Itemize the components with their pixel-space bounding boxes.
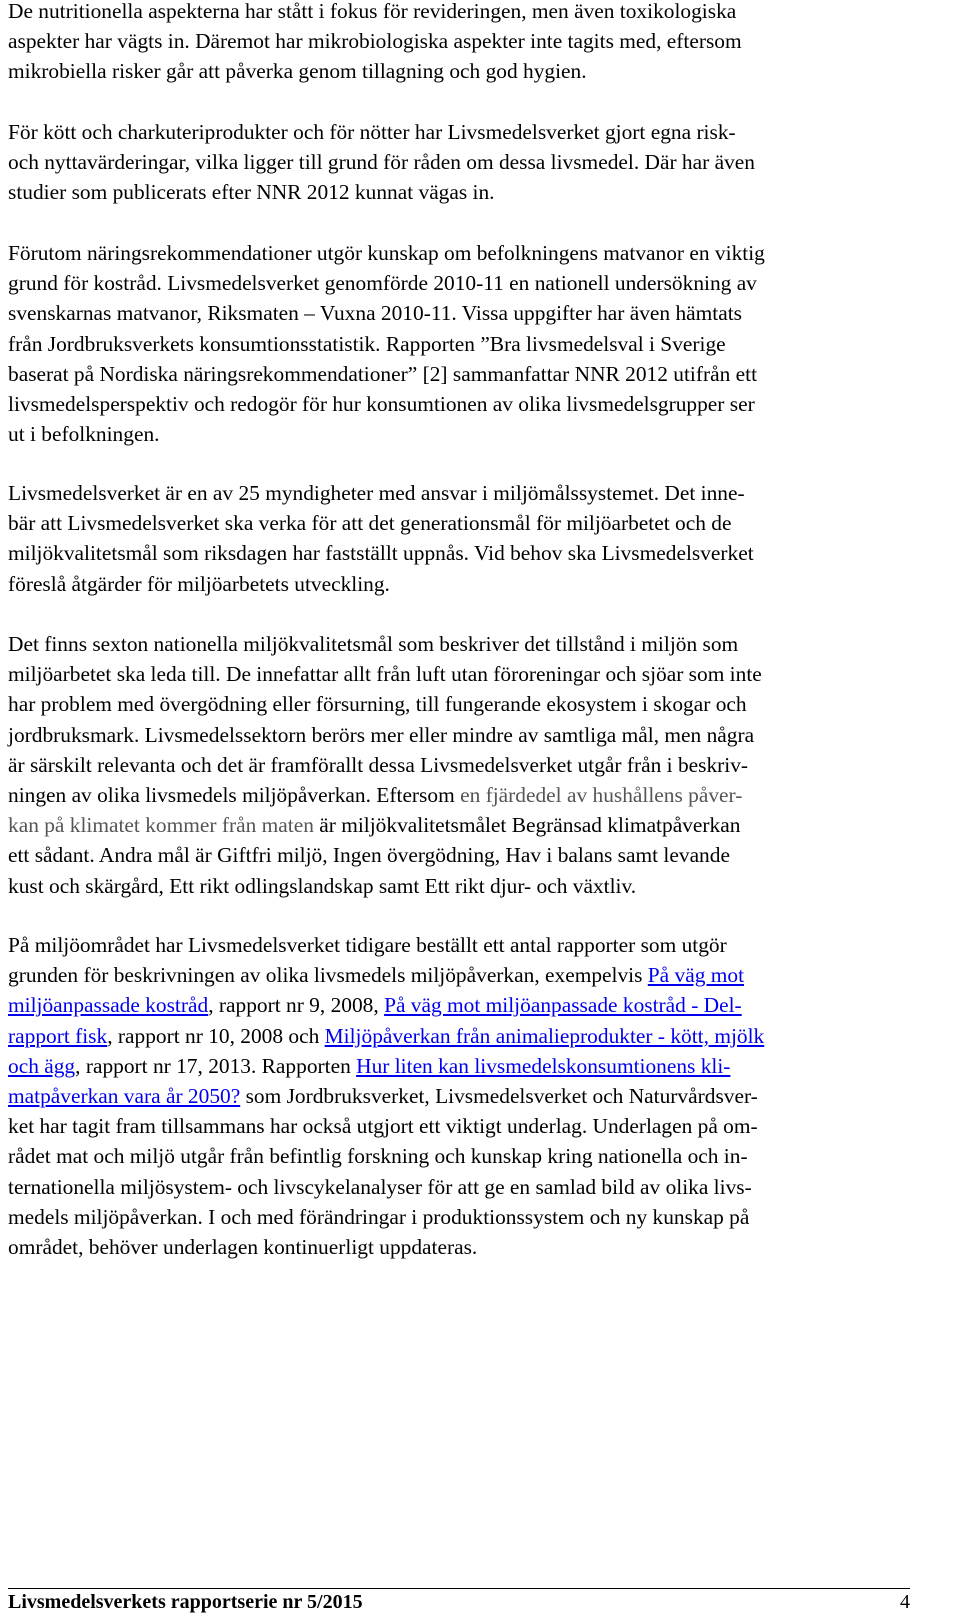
paragraph-1 xyxy=(8,0,742,87)
text-line: är särskilt relevanta och det är framförallt dessa Livsmedelsverket utgår från i beskriv- xyxy=(8,752,749,777)
text-line: medels miljöpåverkan. I och med förändringar i produktionssystem och ny kunskap på xyxy=(8,1204,750,1229)
page-footer xyxy=(8,1588,910,1613)
text-line xyxy=(8,780,762,810)
text-line: rådet mat och miljö utgår från befintlig forskning och kunskap kring nationella och in- xyxy=(8,1144,748,1169)
text-segment: är miljökvalitetsmålet Begränsad klimatpåverkan xyxy=(313,813,741,838)
report-series-title: Livsmedelsverkets rapportserie nr 5/2015 xyxy=(8,1591,363,1613)
text-line xyxy=(8,810,762,840)
text-line: livsmedelsperspektiv och redogör för hur konsumtionen av olika livsmedelsgrupper ser xyxy=(8,392,755,417)
text-line: Det finns sexton nationella miljökvalitetsmål som beskriver det tillstånd i miljön som xyxy=(8,632,739,656)
text-line: och nyttavärderingar, vilka ligger till grund för råden om dessa livsmedel. Där har även xyxy=(8,150,755,175)
text-line: föreslå åtgärder för miljöarbetets utveckling. xyxy=(8,571,390,596)
text-line: bär att Livsmedelsverket ska verka för att det generationsmål för miljöarbetet och de xyxy=(8,511,732,536)
text-line: aspekter har vägts in. Däremot har mikrobiologiska aspekter inte tagits med, eftersom xyxy=(8,29,742,54)
paragraph-2 xyxy=(8,117,755,208)
text-line: Förutom näringsrekommendationer utgör kunskap om befolkningens matvanor en viktig xyxy=(8,241,765,265)
text-line: baserat på Nordiska näringsrekommendationer” [2] sammanfattar NNR 2012 utifrån ett xyxy=(8,361,758,386)
link-delrapport-fisk[interactable]: rapport fisk xyxy=(8,1023,108,1048)
text-segment: , rapport nr 10, 2008 och xyxy=(107,1023,325,1048)
text-line: jordbruksmark. Livsmedelssektorn berörs mer eller mindre av samtliga mål, men några xyxy=(8,722,755,747)
text-line: ternationella miljösystem- och livscykelanalyser för att ge en samlad bild av olika livs- xyxy=(8,1174,752,1199)
text-line: ket har tagit fram tillsammans har också utgjort ett viktigt underlag. Underlagen på om- xyxy=(8,1114,758,1139)
text-line xyxy=(8,1081,764,1111)
paragraph-4 xyxy=(8,478,754,599)
text-segment: , rapport nr 17, 2013. Rapporten xyxy=(75,1053,357,1078)
link-animalieprodukter[interactable]: Miljöpåverkan från animalieprodukter - kött, mjölk xyxy=(324,1023,765,1048)
text-segment: som Jordbruksverket, Livsmedelsverket och Naturvårdsver- xyxy=(240,1084,758,1109)
text-line: ut i befolkningen. xyxy=(8,422,160,447)
text-line: För kött och charkuteriprodukter och för nötter har Livsmedelsverket gjort egna risk- xyxy=(8,120,736,144)
link-delrapport-fisk[interactable]: På väg mot miljöanpassade kostråd - Del- xyxy=(384,993,742,1018)
text-line: svenskarnas matvanor, Riksmaten – Vuxna 2010-11. Vissa uppgifter har även hämtats xyxy=(8,301,742,326)
text-line: området, behöver underlagen kontinuerligt uppdateras. xyxy=(8,1235,478,1260)
link-klimatpaverkan-2050[interactable]: Hur liten kan livsmedelskonsumtionens kli- xyxy=(356,1053,731,1078)
text-line: kust och skärgård, Ett rikt odlingslandskap samt Ett rikt djur- och växtliv. xyxy=(8,873,637,898)
link-miljoanpassade-kostrad[interactable]: miljöanpassade kostråd xyxy=(8,993,209,1018)
paragraph-6 xyxy=(8,930,764,1262)
link-animalieprodukter[interactable]: och ägg xyxy=(8,1053,76,1078)
text-line: miljökvalitetsmål som riksdagen har fastställt uppnås. Vid behov ska Livsmedelsverket xyxy=(8,541,754,566)
text-line xyxy=(8,1051,764,1081)
text-segment: , rapport nr 9, 2008, xyxy=(208,993,385,1018)
text-line: ett sådant. Andra mål är Giftfri miljö, Ingen övergödning, Hav i balans samt levande xyxy=(8,843,730,868)
highlighted-text: kan på klimatet kommer från maten xyxy=(8,813,314,838)
text-line: På miljöområdet har Livsmedelsverket tidigare beställt ett antal rapporter som utgör xyxy=(8,933,727,957)
text-line: från Jordbruksverkets konsumtionsstatistik. Rapporten ”Bra livsmedelsval i Sverige xyxy=(8,331,726,356)
text-line: Livsmedelsverket är en av 25 myndigheter med ansvar i miljömålssystemet. Det inne- xyxy=(8,481,745,505)
text-line xyxy=(8,990,764,1020)
paragraph-3 xyxy=(8,238,765,449)
text-segment: ningen av olika livsmedels miljöpåverkan. Eftersom xyxy=(8,783,461,808)
text-line: studier som publicerats efter NNR 2012 kunnat vägas in. xyxy=(8,180,495,205)
text-line: mikrobiella risker går att påverka genom tillagning och god hygien. xyxy=(8,59,587,84)
text-line xyxy=(8,1021,764,1051)
text-line: miljöarbetet ska leda till. De innefattar allt från luft utan föroreningar och sjöar som inte xyxy=(8,662,762,687)
text-segment: grunden för beskrivningen av olika livsmedels miljöpåverkan, exempelvis xyxy=(8,963,648,988)
highlighted-text: en fjärdedel av hushållens påver- xyxy=(460,783,743,808)
text-line xyxy=(8,960,764,990)
text-line: har problem med övergödning eller försurning, till fungerande ekosystem i skogar och xyxy=(8,692,747,717)
text-line: De nutritionella aspekterna har stått i fokus för revideringen, men även toxikologiska xyxy=(8,0,737,23)
text-line: grund för kostråd. Livsmedelsverket genomförde 2010-11 en nationell undersökning av xyxy=(8,271,757,296)
page-number: 4 xyxy=(900,1591,910,1613)
link-klimatpaverkan-2050[interactable]: matpåverkan vara år 2050? xyxy=(8,1084,241,1109)
link-miljoanpassade-kostrad[interactable]: På väg mot xyxy=(647,963,745,988)
paragraph-5 xyxy=(8,629,762,901)
